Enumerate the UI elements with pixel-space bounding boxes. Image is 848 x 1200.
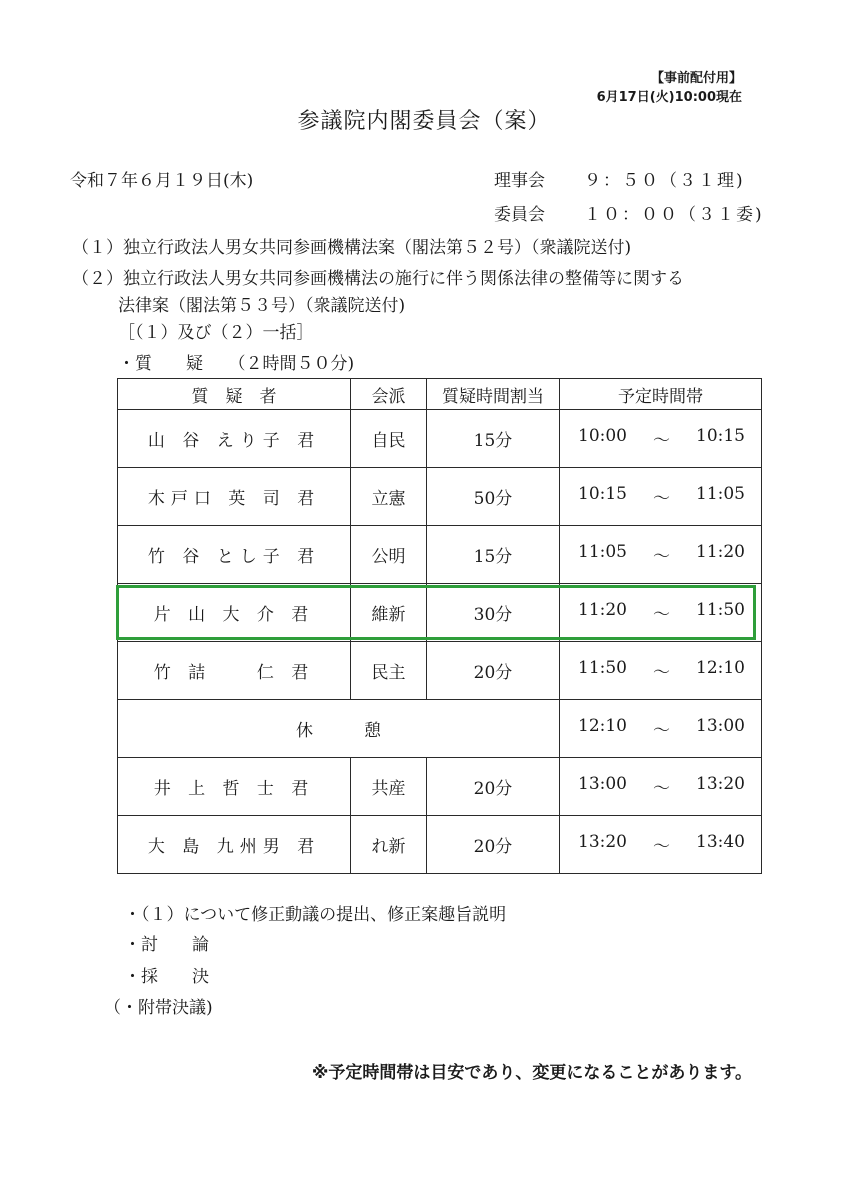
table-row (118, 758, 762, 816)
meeting-date: 令和７年６月１９日(木) (70, 171, 254, 191)
questioner-name: 山 谷 えり子 君 (147, 431, 321, 451)
allotted-time-cell: 20分 (427, 758, 560, 816)
party-cell: れ新 (351, 816, 427, 874)
slot-end: 12:10 (696, 658, 745, 678)
slot-end: 11:20 (696, 542, 745, 562)
party-cell: 共産 (351, 758, 427, 816)
party-cell: 民主 (351, 642, 427, 700)
document-title: 参議院内閣委員会（案） (297, 109, 551, 134)
allotted-time-cell: 20分 (427, 642, 560, 700)
time-slot-cell (560, 758, 762, 816)
footer-note: ※予定時間帯は目安であり、変更になることがあります。 (311, 1063, 752, 1083)
slot-sep: ～ (653, 721, 670, 741)
break-row (118, 700, 762, 758)
slot-end: 13:00 (696, 716, 745, 736)
party-cell: 維新 (351, 584, 427, 642)
committee-meeting-time (494, 200, 764, 225)
board-meeting-label: 理事会 (494, 171, 545, 191)
committee-meeting-value: １０：００（３１委) (584, 205, 764, 225)
followup-debate: ・討 論 (124, 935, 209, 955)
slot-sep: ～ (653, 837, 670, 857)
slot-end: 13:40 (696, 832, 745, 852)
allotted-time-cell: 15分 (427, 526, 560, 584)
slot-start: 11:50 (578, 658, 627, 678)
followup-amendment: ・（１）について修正動議の提出、修正案趣旨説明 (124, 905, 507, 925)
slot-sep: ～ (653, 605, 670, 625)
questioner-name: 竹 谷 とし子 君 (147, 547, 321, 567)
break-label: 休 憩 (118, 700, 560, 758)
allotted-time-cell: 20分 (427, 816, 560, 874)
board-meeting-value: ９：５０（３１理) (584, 171, 745, 191)
slot-sep: ～ (653, 547, 670, 567)
table-row (118, 642, 762, 700)
as-of-timestamp: 6月17日(火)10:00現在 (596, 90, 742, 105)
committee-meeting-label: 委員会 (494, 205, 545, 225)
agenda-item-2: （２）独立行政法人男女共同参画機構法の施行に伴う関係法律の整備等に関する (72, 269, 684, 289)
header-party: 会派 (351, 379, 427, 410)
table-row (118, 816, 762, 874)
header-allotted-time: 質疑時間割当 (427, 379, 560, 410)
slot-end: 13:20 (696, 774, 745, 794)
slot-start: 13:20 (578, 832, 627, 852)
board-meeting-time (494, 166, 745, 191)
slot-end: 11:50 (696, 600, 745, 620)
time-slot-cell (560, 700, 762, 758)
questioner-name: 竹 詰 仁 君 (153, 663, 315, 683)
slot-sep: ～ (653, 489, 670, 509)
distribution-stamp: 【事前配付用】 (650, 71, 742, 86)
time-slot-cell (560, 526, 762, 584)
questioner-name: 井 上 哲 士 君 (153, 779, 315, 799)
header-questioner: 質 疑 者 (118, 379, 351, 410)
table-row (118, 526, 762, 584)
table-row (118, 468, 762, 526)
table-header-row (118, 379, 762, 410)
time-slot-cell (560, 468, 762, 526)
allotted-time-cell: 15分 (427, 410, 560, 468)
party-cell: 公明 (351, 526, 427, 584)
table-row (118, 410, 762, 468)
bundle-note: ［（１）及び（２）一括］ (118, 323, 314, 343)
agenda-item-2-continued: 法律案（閣法第５３号）（衆議院送付) (118, 296, 406, 316)
time-slot-cell (560, 410, 762, 468)
slot-start: 11:20 (578, 600, 627, 620)
slot-start: 12:10 (578, 716, 627, 736)
slot-end: 10:15 (696, 426, 745, 446)
highlight-box (116, 585, 756, 640)
slot-sep: ～ (653, 779, 670, 799)
qa-heading: ・質 疑 （２時間５０分) (118, 354, 355, 374)
slot-start: 10:15 (578, 484, 627, 504)
questioner-name: 大 島 九州男 君 (147, 837, 321, 857)
allotted-time-cell: 50分 (427, 468, 560, 526)
agenda-item-1: （１）独立行政法人男女共同参画機構法案（閣法第５２号）（衆議院送付) (72, 238, 632, 258)
followup-resolution: （・附帯決議) (104, 998, 213, 1018)
slot-end: 11:05 (696, 484, 745, 504)
slot-sep: ～ (653, 663, 670, 683)
slot-start: 11:05 (578, 542, 627, 562)
questioner-name: 片 山 大 介 君 (153, 605, 315, 625)
questioner-name: 木戸口 英 司 君 (147, 489, 321, 509)
party-cell: 自民 (351, 410, 427, 468)
party-cell: 立憲 (351, 468, 427, 526)
followup-vote: ・採 決 (124, 967, 209, 987)
time-slot-cell (560, 816, 762, 874)
slot-sep: ～ (653, 431, 670, 451)
slot-start: 13:00 (578, 774, 627, 794)
time-slot-cell (560, 642, 762, 700)
allotted-time-cell: 30分 (427, 584, 560, 642)
header-time-slot: 予定時間帯 (560, 379, 762, 410)
slot-start: 10:00 (578, 426, 627, 446)
